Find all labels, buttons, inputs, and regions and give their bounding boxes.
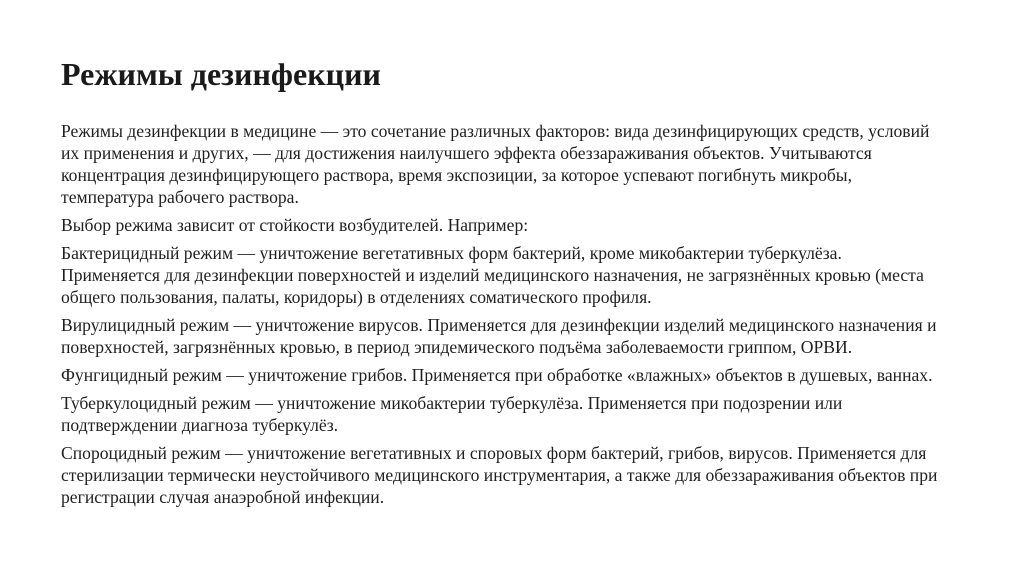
paragraph-choice: Выбор режима зависит от стойкости возбудителей. Например:: [61, 215, 529, 235]
paragraph-tuberculocidal: Туберкулоцидный режим — уничтожение микобактерии туберкулёза. Применяется при подозрении или подтверждении диагноза туберкулёз.: [61, 393, 843, 435]
slide-title: Режимы дезинфекции: [61, 56, 381, 92]
paragraph-fungicidal: Фунгицидный режим — уничтожение грибов. Применяется при обработке «влажных» объектов в душевых, ваннах.: [61, 365, 933, 385]
paragraph-sporicidal: Спороцидный режим — уничтожение вегетативных и споровых форм бактерий, грибов, вирусов. Применяется для стерилизации термически неустойчивого медицинского инструментария, а также для обеззараживания объектов при регистрации случая анаэробной инфекции.: [61, 443, 938, 507]
paragraph-bactericidal: Бактерицидный режим — уничтожение вегетативных форм бактерий, кроме микобактерии туберкулёза. Применяется для дезинфекции поверхностей и изделий медицинского назначения, не загрязнённых кровью (места общего пользования, палаты, коридоры) в отделениях соматического профиля.: [61, 243, 924, 307]
paragraph-intro: Режимы дезинфекции в медицине — это сочетание различных факторов: вида дезинфицирующих средств, условий их применения и других, — для достижения наилучшего эффекта обеззараживания объектов. Учитываются концентрация дезинфицирующего раствора, время экспозиции, за которое успевают погибнуть микробы, температура рабочего раствора.: [61, 121, 930, 207]
slide-body: [61, 120, 941, 514]
paragraph-virucidal: Вирулицидный режим — уничтожение вирусов. Применяется для дезинфекции изделий медицинского назначения и поверхностей, загрязнённых кровью, в период эпидемического подъёма заболеваемости гриппом, ОРВИ.: [61, 315, 937, 357]
